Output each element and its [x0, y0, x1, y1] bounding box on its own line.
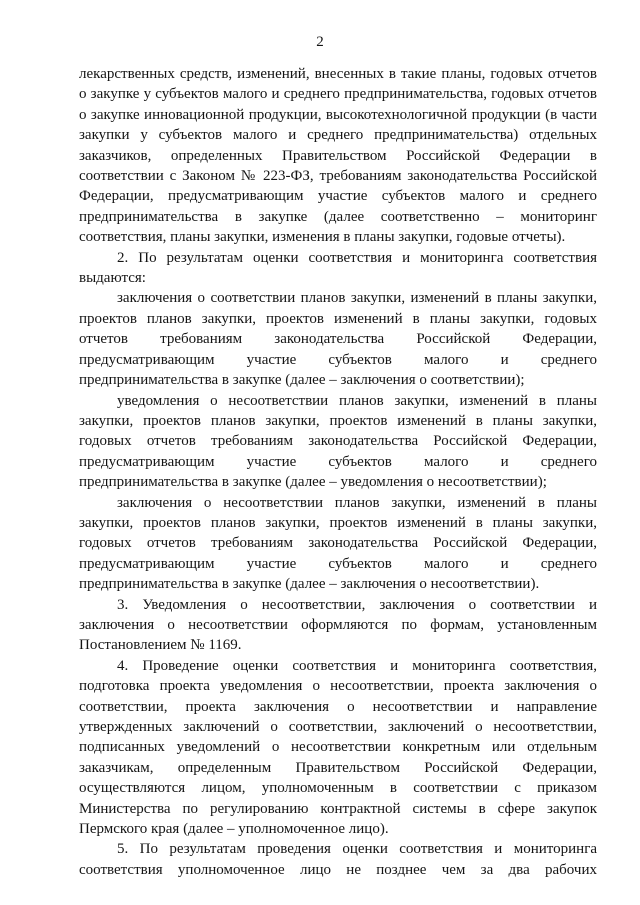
paragraph-item-2: 2. По результатам оценки соответствия и мониторинга соответствия выдаются: [79, 249, 597, 287]
paragraph-item-4: 4. Проведение оценки соответствия и мониторинга соответствия, подготовка проекта уведомления о несоответствии, проекта заключения о соответствии, проекта заключения о несоответствии и направление утвержденных заключений о соответствии, заключений о несоответствии, подписанных уведомлений о несоответствии конкретным или отдельным заказчикам, определенным Правительством Российской Федерации, осуществляются лицом, уполномоченным в соответствии с приказом Министерства по регулированию контрактной системы в сфере закупок Пермского края (далее – уполномоченное лицо). [79, 657, 597, 838]
paragraph-item-3: 3. Уведомления о несоответствии, заключения о соответствии и заключения о несоответствии оформляются по формам, установленным Постановлением № 1169. [79, 596, 597, 654]
paragraph-nonconformity-conclusions: заключения о несоответствии планов закупки, изменений в планы закупки, проектов планов закупки, проектов изменений в планы закупки, годовых отчетов требованиям законодательства Российской Федерации, предусматривающим участие субъектов малого и среднего предпринимательства в закупке (далее – заключения о несоответствии). [79, 494, 597, 593]
document-body [79, 64, 597, 880]
paragraph-conformity-conclusions: заключения о соответствии планов закупки, изменений в планы закупки, проектов планов закупки, проектов изменений в планы закупки, годовых отчетов требованиям законодательства Российской Федерации, предусматривающим участие субъектов малого и среднего предпринимательства в закупке (далее – заключения о соответствии); [79, 290, 597, 389]
paragraph-continuation: лекарственных средств, изменений, внесенных в такие планы, годовых отчетов о закупке у субъектов малого и среднего предпринимательства, годовых отчетов о закупке инновационной продукции, высокотехнологичной продукции (в части закупки у субъектов малого и среднего предпринимательства) отдельных заказчиков, определенных Правительством Российской Федерации в соответствии с Законом № 223-ФЗ, требованиям законодательства Российской Федерации, предусматривающим участие субъектов малого и среднего предпринимательства в закупке (далее соответственно – мониторинг соответствия, планы закупки, изменения в планы закупки, годовые отчеты). [79, 66, 597, 246]
paragraph-nonconformity-notices: уведомления о несоответствии планов закупки, изменений в планы закупки, проектов планов закупки, проектов изменений в планы закупки, годовых отчетов требованиям законодательства Российской Федерации, предусматривающим участие субъектов малого и среднего предпринимательства в закупке (далее – уведомления о несоответствии); [79, 392, 597, 491]
page-number: 2 [316, 34, 324, 50]
paragraph-item-5: 5. По результатам проведения оценки соответствия и мониторинга соответствия уполномоченное лицо не позднее чем за два рабочих [79, 841, 597, 878]
